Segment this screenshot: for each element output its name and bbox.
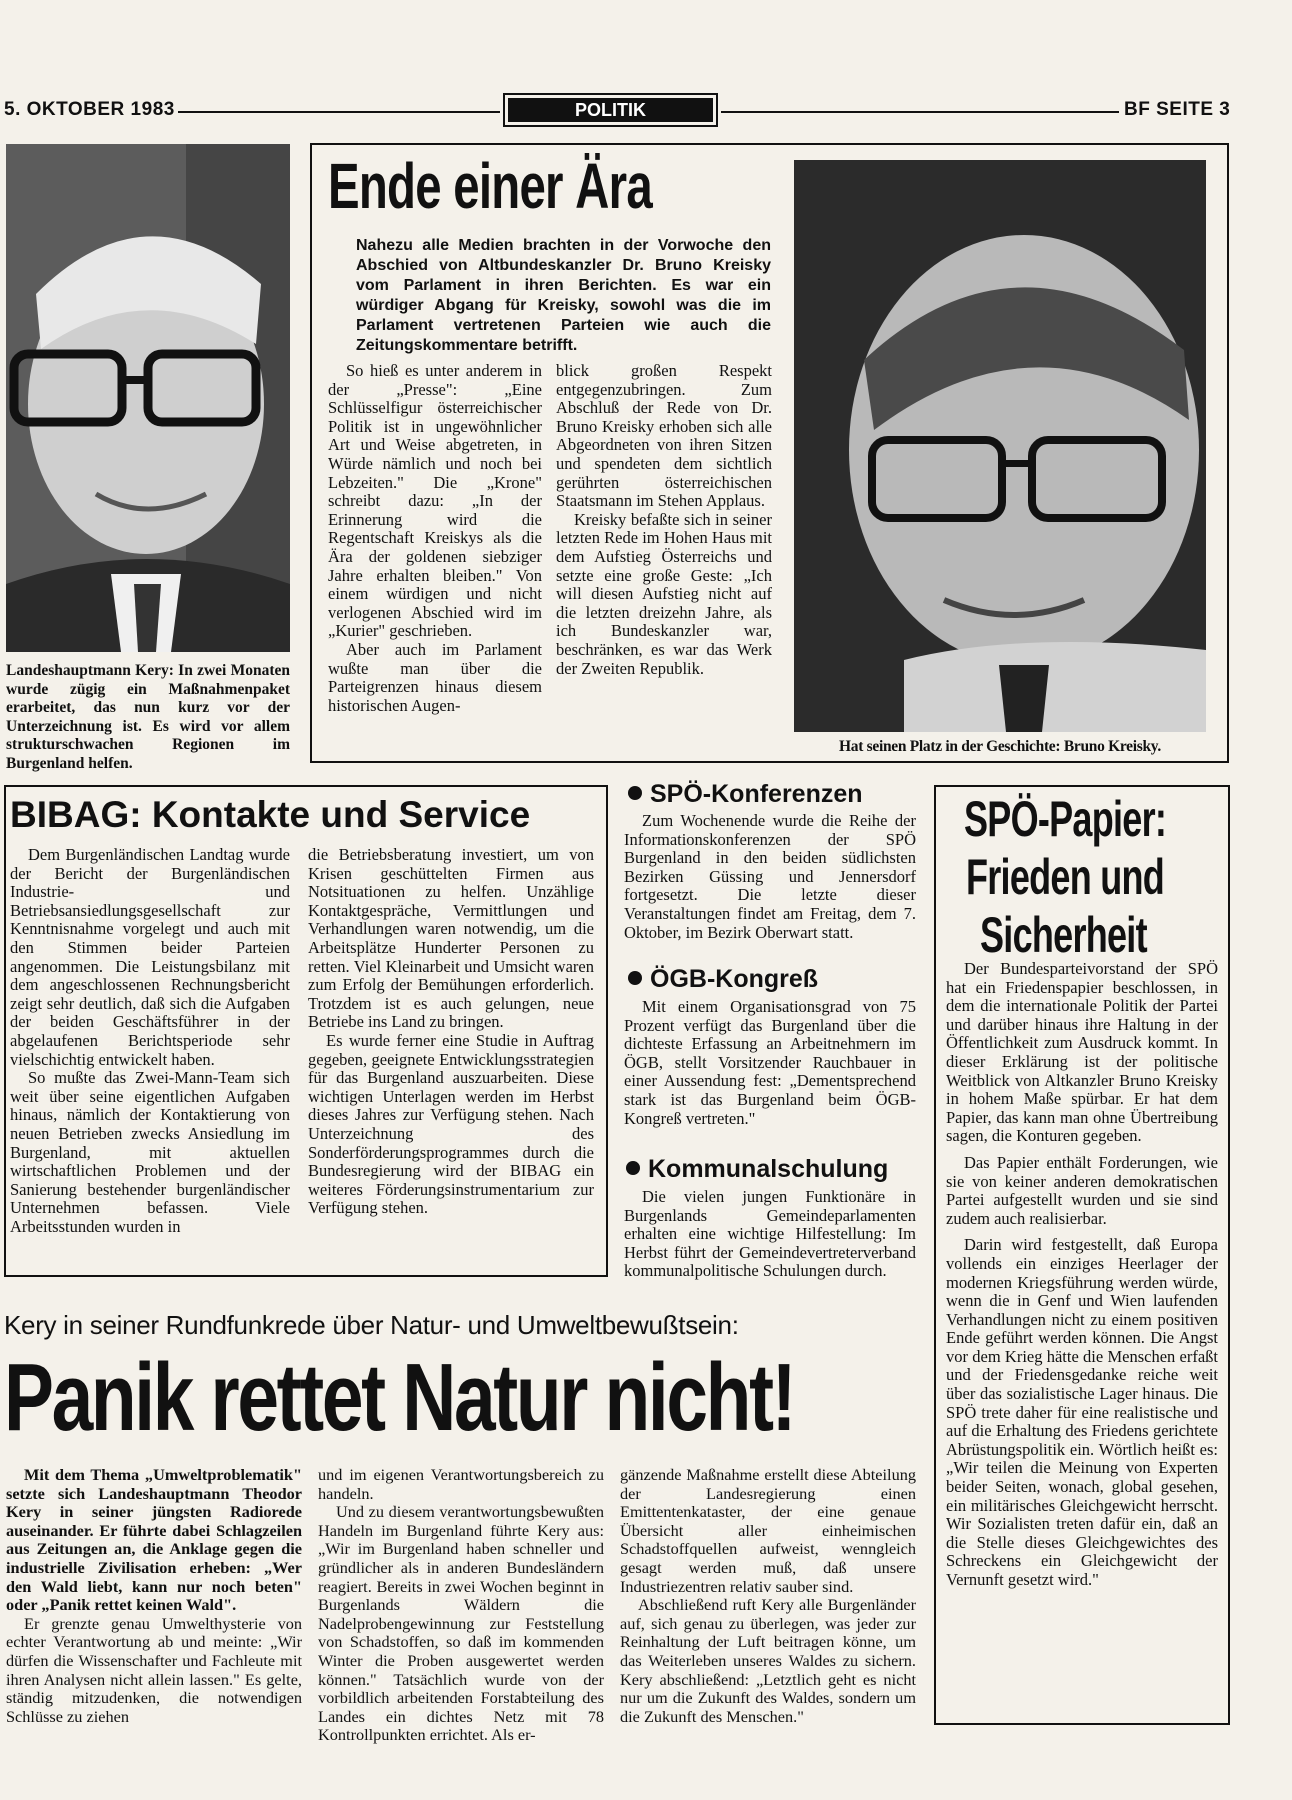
bibag-column-2 <box>308 846 594 1218</box>
kreisky-photo-caption: Hat seinen Platz in der Geschichte: Bruno Kreisky. <box>839 738 1161 755</box>
panik-kicker: Kery in seiner Rundfunkrede über Natur- und Umweltbewußtsein: <box>4 1310 739 1340</box>
bullet-icon <box>628 786 642 800</box>
panik-col1-p2: Er grenzte genau Umwelthysterie von echter Verantwortung ab und meinte: „Wir dürfen die Wissenschafter und Fachleute mit ihren Analysen nicht allein lassen." Es gelte, ständig mitzudenken, die notwendigen Schlüsse zu ziehen <box>6 1613 302 1726</box>
panik-col3-p2: Abschließend ruft Kery alle Burgenländer auf, sich genau zu überlegen, was jeder zur Reinhaltung der Luft beitragen könne, um das Weiterleben unseres Waldes zu sichern. Kery abschließend: „Letztlich geht es nicht nur um die Zukunft des Waldes, sondern um die Zukunft des Menschen." <box>620 1595 916 1726</box>
ende-column-1 <box>328 362 542 715</box>
bibag-col2-p2: Es wurde ferner eine Studie in Auftrag gegeben, geeignete Entwicklungsstrategien für das Burgenland auszuarbeiten. Diese wichtigen Unterlagen werden im Herbst dieses Jahres zur Verfügung stehen. Nach Unterzeichnung des Sonderförderungsprogrammes durch die Bundesregierung wird der BIBAG ein weiteres Förderungsinstrumentarium zur Verfügung stehen. <box>308 1030 594 1218</box>
panik-column-2 <box>318 1466 604 1745</box>
spoe-body <box>946 960 1218 1590</box>
bullet-icon <box>626 1161 640 1175</box>
kery-portrait-photo <box>6 144 290 652</box>
kery-photo-caption: Landeshauptmann Kery: In zwei Monaten wurde zügig ein Maßnahmenpaket erarbeitet, das nun kurz vor der Unterzeichnung ist. Es wird vor allem strukturschwachen Regionen im Burgenland helfen. <box>6 662 290 772</box>
header-rule-right <box>721 111 1119 113</box>
ende-col2-p1: blick großen Respekt entgegenzubringen. Zum Abschluß der Rede von Dr. Bruno Kreisky erhoben sich alle Abgeordneten von ihren Sitzen und spendeten dem sichtlich gerührten österreichischen Staatsmann im Stehen Applaus. <box>556 361 772 511</box>
ende-col2-p2: Kreisky befaßte sich in seiner letzten Rede im Hohen Haus mit dem Aufstieg Österreichs und setzte eine große Geste: „Ich will diesen Aufstieg nicht auf die letzten dreizehn Jahre, als ich Bundeskanzler war, beschränken, es war das Werk der Zweiten Republik. <box>556 509 772 678</box>
spoe-title-line-3: Sicherheit <box>980 907 1147 963</box>
panik-col1-p1: Mit dem Thema „Umweltproblematik" setzte sich Landeshauptmann Theodor Kery in seiner jüngsten Radiorede auseinander. Er führte dabei Schlagzeilen aus Zeitungen an, die Anklage gegen die industrielle Zivilisation erheben: „Wer den Wald liebt, kann nur noch beten" oder „Panik rettet keinen Wald". <box>6 1465 302 1615</box>
bibag-col1-p1: Dem Burgenländischen Landtag wurde der Bericht der Burgenländischen Industrie- und Betriebsansiedlungsgesellschaft zur Kenntnisnahme vorgelegt und auch mit den Stimmen beider Parteien angenommen. Die Leistungsbilanz mit dem angeschlossenen Rechnungsbericht zeigt sehr deutlich, daß sich die Aufgaben der beiden Geschäftsführer in der abgelaufenen Berichtsperiode sehr vielschichtig entwickelt haben. <box>10 845 290 1069</box>
brief-text-spoe-konferenzen: Zum Wochenende wurde die Reihe der Informationskonferenzen der SPÖ Burgenland in den beiden südlichsten Bezirken Güssing und Jennersdorf fortgesetzt. Die letzte dieser Veranstaltungen findet am Freitag, dem 7. Oktober, im Bezirk Oberwart statt. <box>624 811 916 942</box>
spoe-title-line-1: SPÖ-Papier: <box>964 791 1167 847</box>
panik-col2-p2: Und zu diesem verantwortungsbewußten Handeln im Burgenland führte Kery aus: „Wir im Burgenland haben schneller und gründlicher als in anderen Bundesländern reagiert. Bereits in zwei Wochen beginnt in Burgenlands Wäldern die Nadelprobengewinnung zur Feststellung von Schadstoffen, so daß im kommenden Winter die Proben ausgewertet werden können." Tatsächlich wurde von der vorbildlich arbeitenden Forstabteilung des Landes ein dichtes Netz mit 78 Kontrollpunkten errichtet. Als er- <box>318 1502 604 1745</box>
issue-date: 5. OKTOBER 1983 <box>4 99 175 120</box>
panik-column-3 <box>620 1466 916 1726</box>
bibag-column-1 <box>10 846 290 1236</box>
bullet-icon <box>628 971 642 985</box>
panik-column-1 <box>6 1466 302 1726</box>
brief-text-kommunalschulung: Die vielen jungen Funktionäre in Burgenlands Gemeindeparlamenten erhalten eine wichtige Hilfestellung: Im Herbst führt der Gemeindevertreterverband kommunalpolitische Schulungen durch. <box>624 1187 916 1281</box>
section-label: POLITIK <box>503 93 718 127</box>
brief-text-oegb-kongress: Mit einem Organisationsgrad von 75 Prozent verfügt das Burgenland über die dichteste Erfassung an Arbeitnehmern im ÖGB, stellt Vorsitzender Rauchbauer in einer Aussendung fest: „Dementsprechend stark ist das Burgenland beim ÖGB-Kongreß vertreten." <box>624 997 916 1128</box>
panik-col2-p1: und im eigenen Verantwortungsbereich zu handeln. <box>318 1465 604 1503</box>
brief-title-oegb-kongress: ÖGB-Kongreß <box>628 965 818 994</box>
spoe-para-3: Darin wird festgestellt, daß Europa vollends ein einziges Heerlager der modernen Kriegsführung werden würde, wenn die in Genf und Wien laufenden Verhandlungen nicht zu einem positiven Ende geführt werden können. Die Angst vor dem Krieg hätte die Menschen erfaßt und der Friedensgedanke reiche weit über das sozialistische Lager hinaus. Die SPÖ trete daher für eine realistische und auf die Erhaltung des Friedens gerichtete Abrüstungspolitik ein. Wörtlich heißt es: „Wir teilen die Meinung von Experten beider Seiten, wonach, global gesehen, ein militärisches Gleichgewicht herrscht. Wir Sozialisten treten dafür ein, daß an die Stelle dieses Gleichgewichtes des Schreckens ein Gleichgewicht der Vernunft gesetzt wird." <box>946 1235 1218 1589</box>
panik-col3-p1: gänzende Maßnahme erstellt diese Abteilung der Landesregierung einen Emittentenkataster, der eine genaue Übersicht aller einheimischen Schadstoffquellen aufweist, wenngleich gesagt werden muß, daß unsere Industriezentren relativ sauber sind. <box>620 1465 916 1596</box>
ende-title: Ende einer Ära <box>328 150 652 222</box>
spoe-para-1: Der Bundesparteivorstand der SPÖ hat ein Friedenspapier beschlossen, in dem die internationale Politik der Partei und darüber hinaus ihre Haltung in der Öffentlichkeit zum Ausdruck kommt. In dieser Erklärung ist der politische Weitblick von Altkanzler Bruno Kreisky in hohem Maße spürbar. Er hat dem Papier, das kann man ohne Übertreibung sagen, die Konturen gegeben. <box>946 959 1218 1146</box>
bibag-col2-p1: die Betriebsberatung investiert, um von Krisen geschüttelten Firmen aus Notsituationen zu helfen. Unzählige Kontaktgespräche, Vermittlungen und Verhandlungen waren notwendig, um die Arbeitsplätze Hunderter Personen zu retten. Viel Kleinarbeit und Umsicht waren zum Erfolg der Bemühungen erforderlich. Trotzdem ist es auch gelungen, neue Betriebe ins Land zu bringen. <box>308 845 594 1032</box>
panik-title: Panik rettet Natur nicht! <box>4 1344 795 1451</box>
spoe-para-2: Das Papier enthält Forderungen, wie sie von keiner anderen demokratischen Partei aufgestellt wurden und sie sind zudem auch realisierbar. <box>946 1152 1218 1228</box>
kreisky-portrait-photo <box>794 160 1206 732</box>
spoe-title-line-2: Frieden und <box>966 849 1165 905</box>
page-number: BF SEITE 3 <box>1124 99 1231 120</box>
ende-col1-p2: Aber auch im Parlament wußte man über die Parteigrenzen hinaus diesem historischen Augen- <box>328 639 542 715</box>
header-rule-left <box>178 111 500 113</box>
brief-title-kommunalschulung: Kommunalschulung <box>626 1155 888 1184</box>
ende-lead: Nahezu alle Medien brachten in der Vorwoche den Abschied von Altbundeskanzler Dr. Bruno Kreisky vom Parlament in ihren Berichten. Es war ein würdiger Abgang für Kreisky, sowohl was die im Parlament vertretenen Parteien wie auch die Zeitungskommentare betrifft. <box>356 237 771 354</box>
bibag-title: BIBAG: Kontakte und Service <box>10 794 531 835</box>
ende-column-2 <box>556 362 772 678</box>
bibag-col1-p2: So mußte das Zwei-Mann-Team sich weit über seine eigentlichen Aufgaben hinaus, nämlich der Kontaktierung von neuen Betrieben zwecks Ansiedlung im Burgenland, mit aktuellen wirtschaftlichen Problemen und der Sanierung bestehender burgenländischer Unternehmen befassen. Viele Arbeitsstunden wurden in <box>10 1068 290 1236</box>
ende-col1-p1: So hieß es unter anderem in der „Presse": „Eine Schlüsselfigur österreichischer Politik ist in ungewöhnlicher Art und Weise abgetreten, in Würde nämlich und noch bei Lebzeiten." Die „Krone" schreibt dazu: „In der Erinnerung wird die Regentschaft Kreiskys als die Ära der goldenen siebziger Jahre erhalten bleiben." Von einem würdigen und nicht verlogenen Abschied wird im „Kurier" geschrieben. <box>328 361 542 641</box>
brief-title-spoe-konferenzen: SPÖ-Konferenzen <box>628 780 863 809</box>
